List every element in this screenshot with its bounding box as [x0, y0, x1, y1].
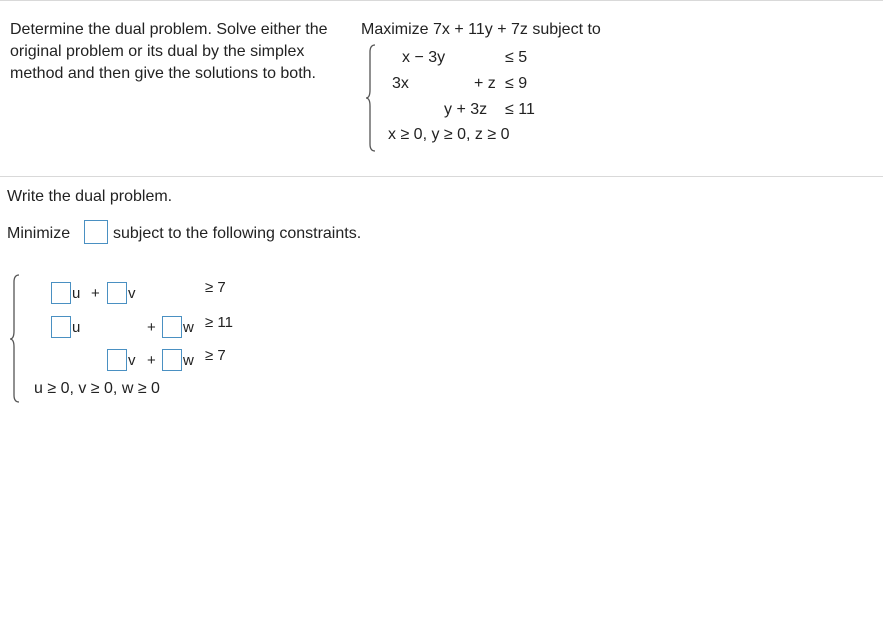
var-u-label: u [72, 319, 81, 336]
dual-objective-input[interactable] [84, 220, 108, 244]
var-v-label: v [128, 285, 136, 302]
plus-sign: + [147, 319, 156, 336]
top-divider [0, 0, 883, 1]
dual-constraint-2-rhs: ≥ 11 [205, 314, 233, 331]
primal-constraint-1-rhs: ≤ 5 [505, 49, 528, 66]
primal-constraint-2-z: + z [474, 75, 496, 92]
coef-w-constraint-2-input[interactable] [162, 316, 182, 338]
dual-nonnegativity: u ≥ 0, v ≥ 0, w ≥ 0 [34, 380, 160, 397]
dual-brace [12, 274, 22, 404]
dual-heading: Write the dual problem. [7, 188, 173, 205]
var-w-label: w [183, 319, 194, 336]
coef-u-constraint-1-input[interactable] [51, 282, 71, 304]
var-v-label: v [128, 352, 136, 369]
coef-w-constraint-3-input[interactable] [162, 349, 182, 371]
plus-sign: + [147, 352, 156, 369]
problem-prompt: Determine the dual problem. Solve either the original problem or its dual by the simplex method and then give the solutions to both. [10, 21, 328, 82]
primal-constraint-1-lhs: x − 3y [402, 49, 446, 66]
primal-nonnegativity: x ≥ 0, y ≥ 0, z ≥ 0 [388, 126, 510, 143]
primal-constraint-3-rhs: ≤ 11 [505, 101, 535, 118]
coef-v-constraint-1-input[interactable] [107, 282, 127, 304]
subject-to-text: subject to the following constraints. [113, 225, 362, 242]
section-divider [0, 176, 883, 177]
dual-constraint-1-rhs: ≥ 7 [205, 279, 226, 296]
objective-function: Maximize 7x + 11y + 7z subject to [361, 21, 601, 38]
minimize-label: Minimize [7, 225, 71, 242]
primal-constraint-2-rhs: ≤ 9 [505, 75, 528, 92]
primal-constraint-2-x: 3x [392, 75, 409, 92]
var-w-label: w [183, 352, 194, 369]
plus-sign: + [91, 285, 100, 302]
primal-constraint-3-lhs: y + 3z [444, 101, 488, 118]
coef-v-constraint-3-input[interactable] [107, 349, 127, 371]
coef-u-constraint-2-input[interactable] [51, 316, 71, 338]
primal-brace [368, 44, 378, 152]
dual-constraint-3-rhs: ≥ 7 [205, 347, 226, 364]
var-u-label: u [72, 285, 81, 302]
